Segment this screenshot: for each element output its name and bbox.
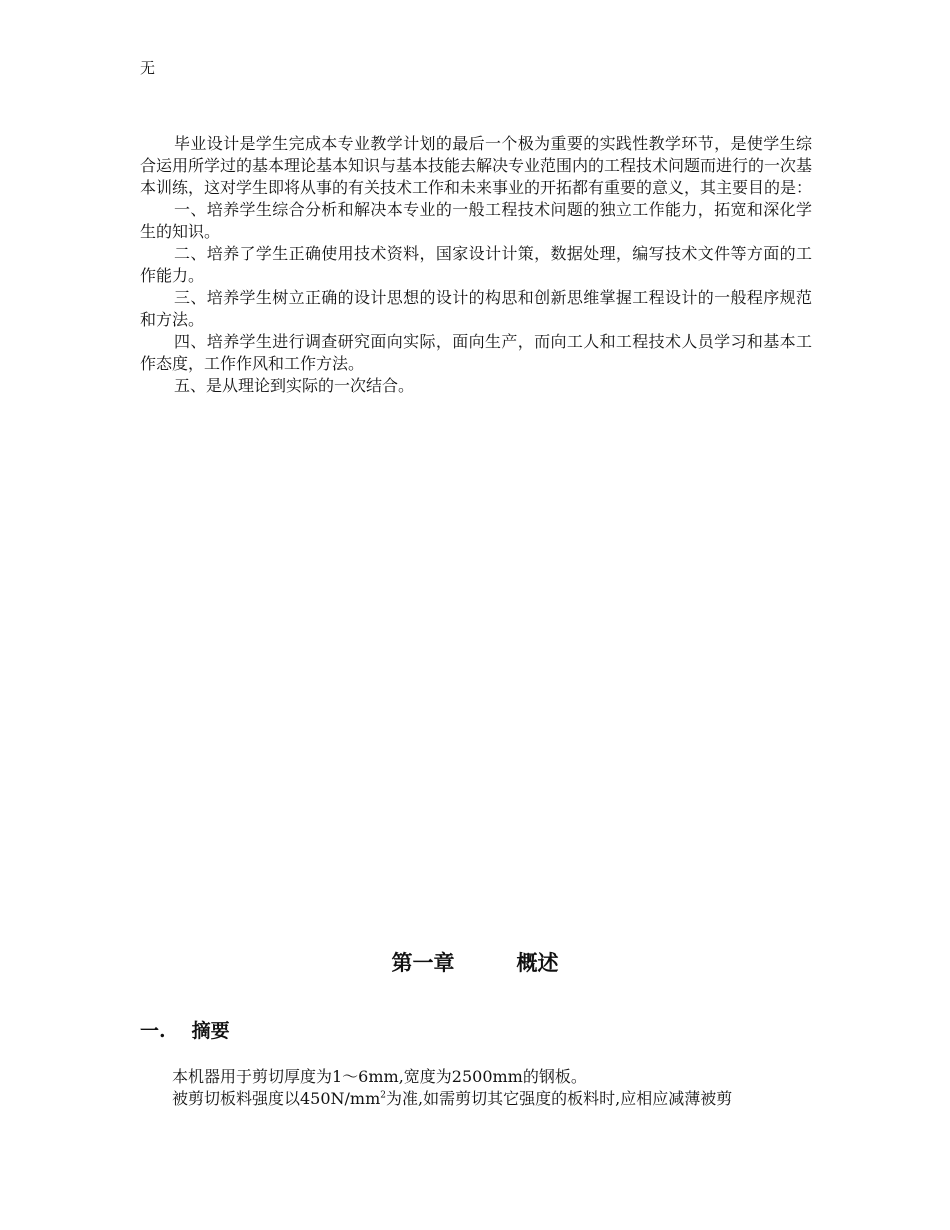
section-name: 摘要 <box>191 1020 230 1042</box>
intro-paragraph: 五、是从理论到实际的一次结合。 <box>174 376 415 395</box>
summary-text: 被剪切板料强度以450N/mm <box>172 1089 381 1108</box>
summary-body <box>140 1066 812 1110</box>
intro-paragraph: 一、培养学生综合分析和解决本专业的一般工程技术问题的独立工作能力，拓宽和深化学生的知识。 <box>140 200 812 241</box>
section-heading <box>140 1017 230 1045</box>
chapter-title <box>0 948 950 978</box>
summary-line <box>140 1088 812 1110</box>
chapter-number: 第一章 <box>391 950 455 975</box>
unit-superscript: 2 <box>380 1090 387 1101</box>
page-header-mark: 无 <box>140 59 156 77</box>
chapter-name: 概述 <box>516 950 559 975</box>
summary-text: 为准,如需剪切其它强度的板料时,应相应减薄被剪 <box>386 1089 733 1108</box>
section-number: 一. <box>140 1020 166 1042</box>
intro-paragraph: 二、培养了学生正确使用技术资料，国家设计计策，数据处理，编写技术文件等方面的工作能力。 <box>140 244 812 285</box>
intro-paragraph: 四、培养学生进行调查研究面向实际，面向生产，而向工人和工程技术人员学习和基本工作态度，工作作风和工作方法。 <box>140 332 812 373</box>
intro-paragraph: 三、培养学生树立正确的设计思想的设计的构思和创新思维掌握工程设计的一般程序规范和方法。 <box>140 288 812 329</box>
summary-line: 本机器用于剪切厚度为1～6mm,宽度为2500mm的钢板。 <box>172 1067 587 1086</box>
intro-paragraph: 毕业设计是学生完成本专业教学计划的最后一个极为重要的实践性教学环节，是使学生综合运用所学过的基本理论基本知识与基本技能去解决专业范围内的工程技术问题而进行的一次基本训练，这对学生即将从事的有关技术工作和未来事业的开拓都有重要的意义，其主要目的是： <box>140 134 813 197</box>
intro-section <box>140 133 812 397</box>
